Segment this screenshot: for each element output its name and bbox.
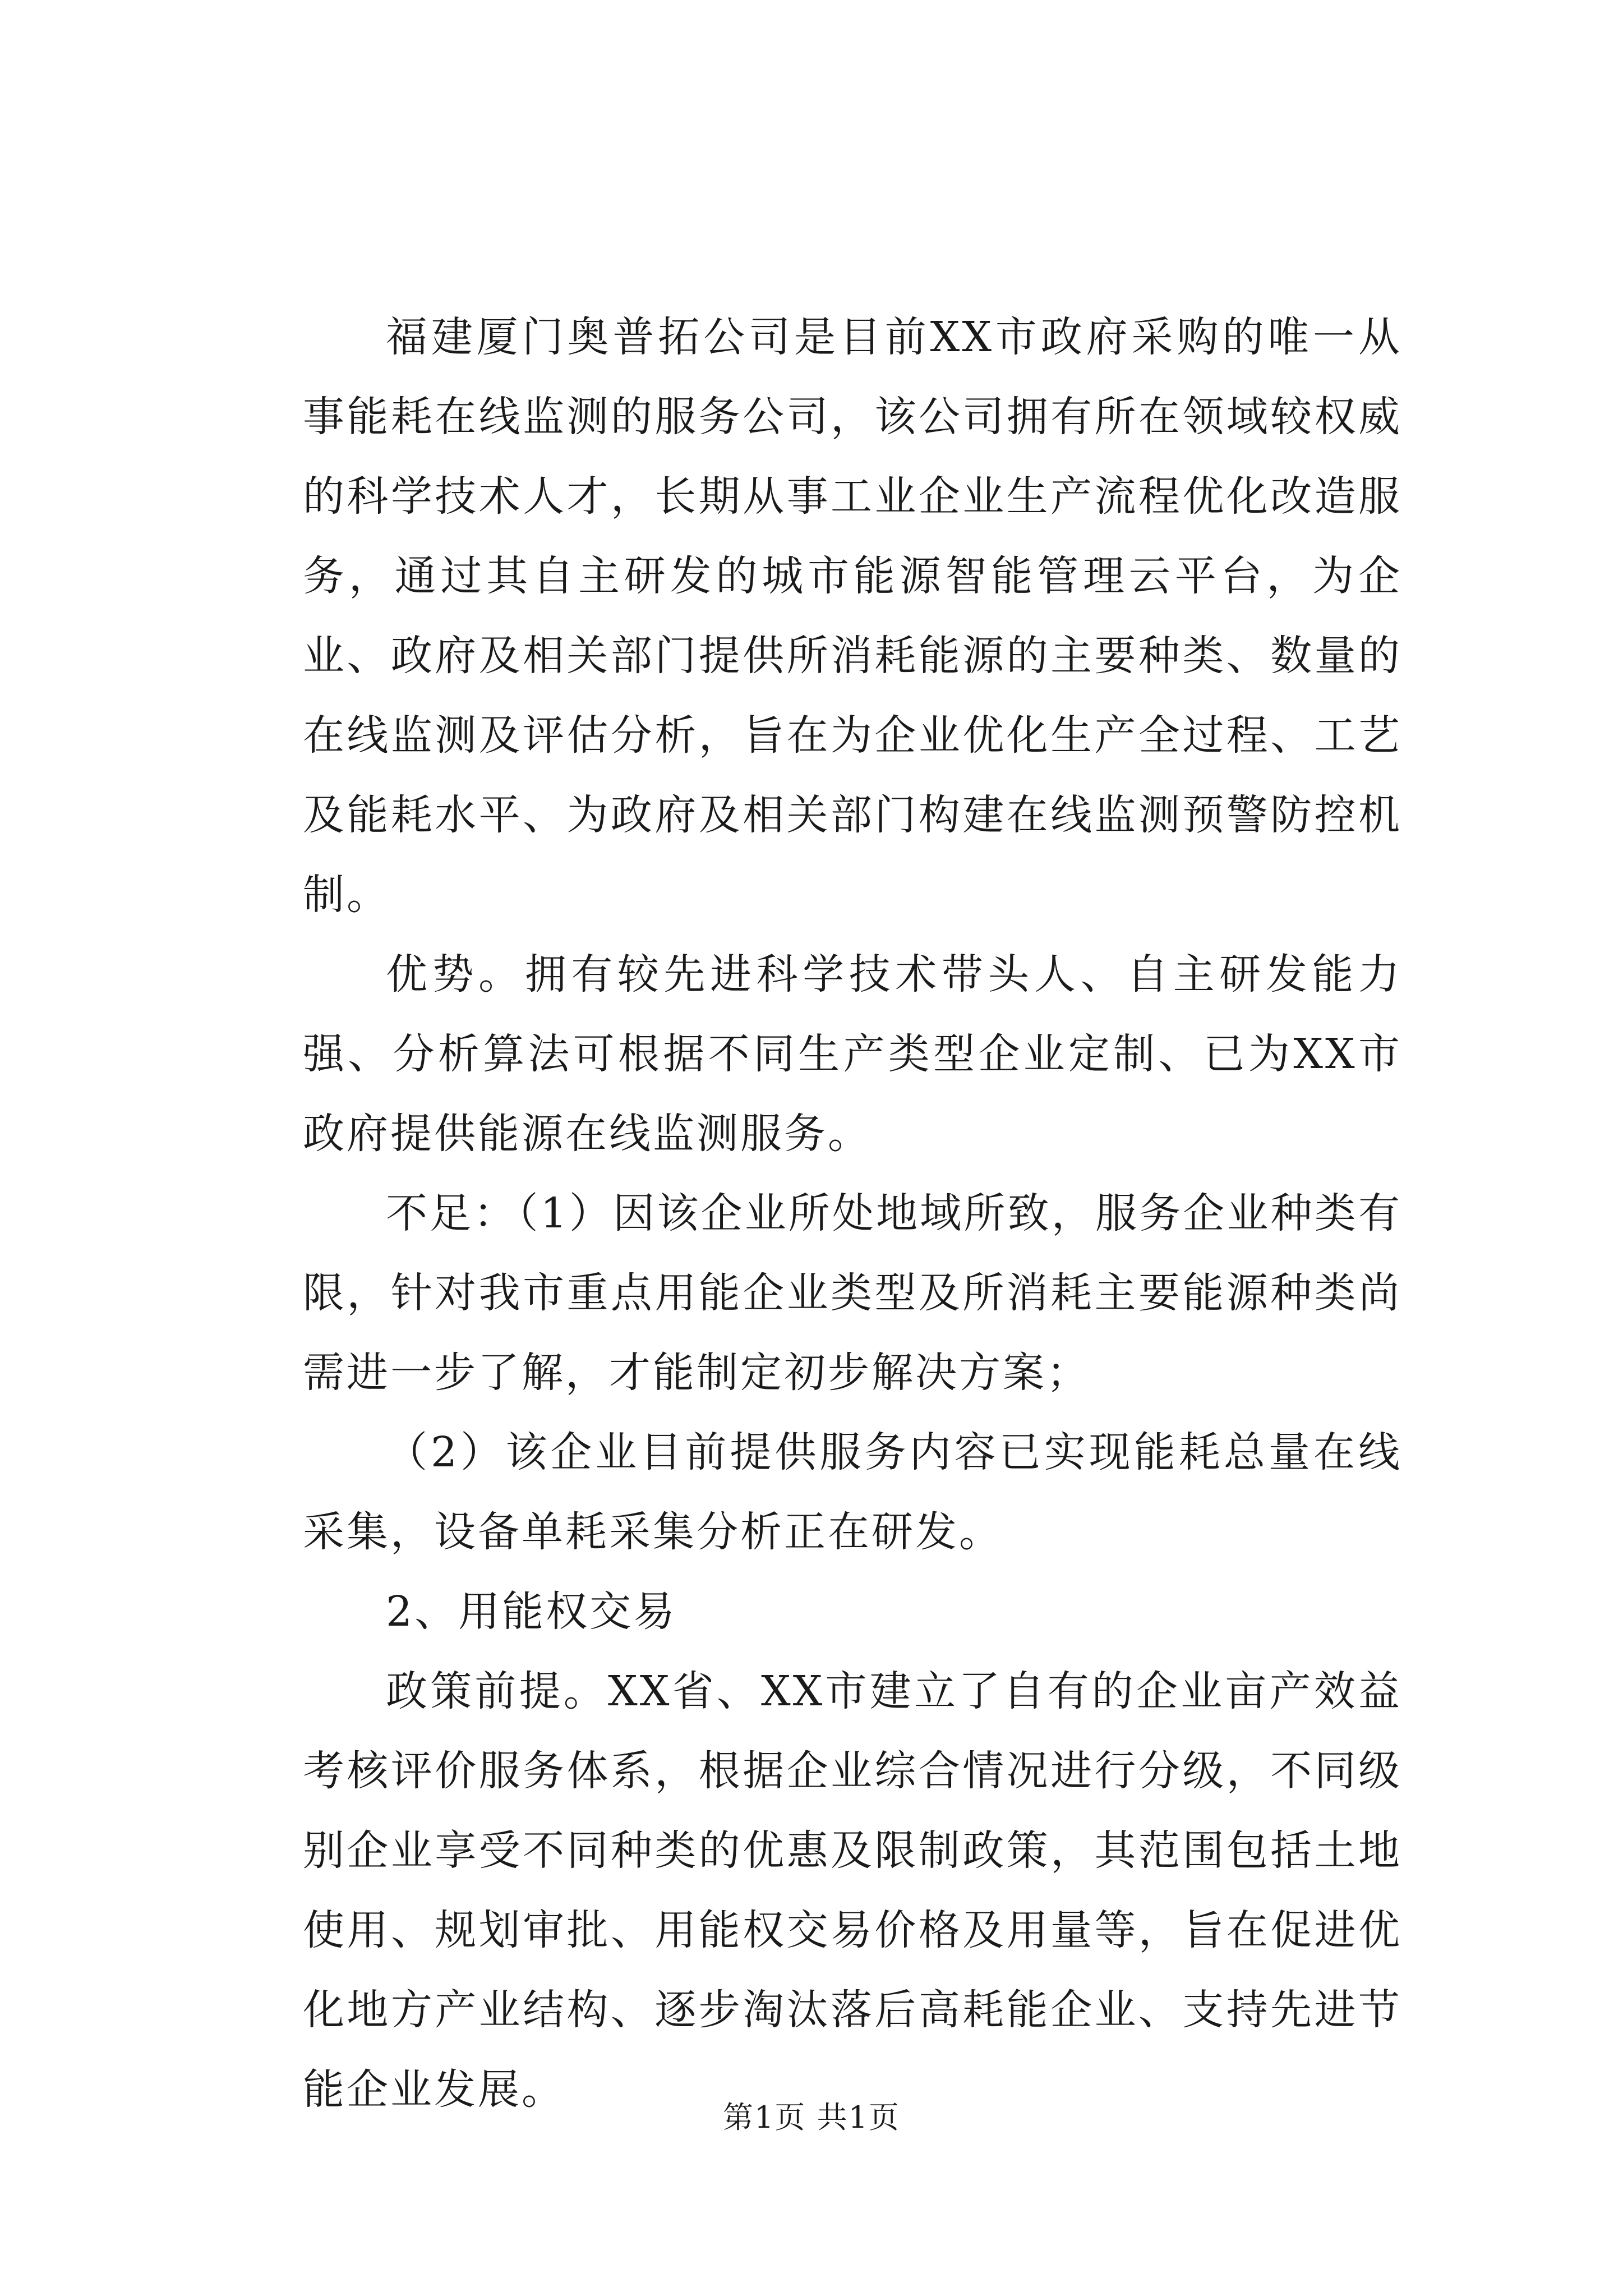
paragraph-policy-premise: 政策前提。XX省、XX市建立了自有的企业亩产效益考核评价服务体系，根据企业综合情况进行分级，不同级别企业享受不同种类的优惠及限制政策，其范围包括土地使用、规划审批、用能权交易价格及用量等，旨在促进优化地方产业结构、逐步淘汰落后高耗能企业、支持先进节能企业发展。 [303,1667,1402,2114]
document-body [303,297,1402,2129]
page-footer: 第1页 共1页 [723,2100,900,2135]
paragraph-shortcomings-1: 不足：（1）因该企业所处地域所致，服务企业种类有限，针对我市重点用能企业类型及所消耗主要能源种类尚需进一步了解，才能制定初步解决方案； [303,1189,1402,1397]
paragraph-advantages: 优势。拥有较先进科学技术带头人、自主研发能力强、分析算法可根据不同生产类型企业定制、已为XX市政府提供能源在线监测服务。 [303,950,1402,1158]
paragraph-company-intro: 福建厦门奥普拓公司是目前XX市政府采购的唯一从事能耗在线监测的服务公司，该公司拥有所在领域较权威的科学技术人才，长期从事工业企业生产流程优化改造服务，通过其自主研发的城市能源智能管理云平台，为企业、政府及相关部门提供所消耗能源的主要种类、数量的在线监测及评估分析，旨在为企业优化生产全过程、工艺及能耗水平、为政府及相关部门构建在线监测预警防控机制。 [303,313,1402,919]
paragraph-shortcomings-2: （2）该企业目前提供服务内容已实现能耗总量在线采集，设备单耗采集分析正在研发。 [303,1428,1402,1556]
section-heading-energy-trading: 2、用能权交易 [386,1588,677,1636]
